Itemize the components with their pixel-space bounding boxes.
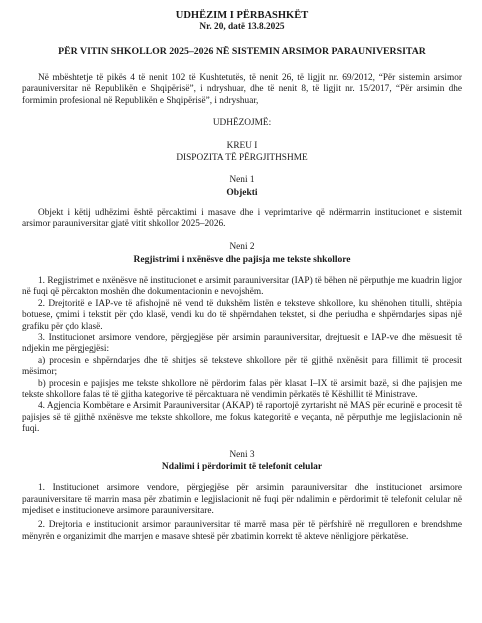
udhezojme-heading: UDHËZOJMË: [212,118,272,129]
article-2-paragraph-3: 3. Institucionet arsimore vendore, përgjegjëse për arsimin parauniversitar, drejtuesit e IAP-ve dhe mësuesit të ndjekin me përgjegjësi: [22,332,462,355]
chapter-label: KREU I [226,141,258,152]
article-3-title: Ndalimi i përdorimit të telefonit celular [161,462,323,473]
article-2-paragraph-4: 4. Agjencia Kombëtare e Arsimit Parauniversitar (AKAP) të raportojë zyrtarisht në MAS për ecurinë e procesit të pajisjes së të gjithë nxënësve me tekste shkollore, me fokus kategoritë e veçanta, në përputhje me legjislacionin në fuqi. [22,401,462,435]
article-2-item-b: b) procesin e pajisjes me tekste shkollore në përdorim falas për klasat I–IX të arsimit bazë, si dhe pajisjen me tekste shkollore falas të të gjitha kategorive të përcaktuara në vendimin përkatës të Këshillit të Ministrave. [22,378,462,400]
document-subject: PËR VITIN SHKOLLOR 2025–2026 NË SISTEMIN ARSIMOR PARAUNIVERSITAR [58,46,426,57]
document-number: Nr. 20, datë 13.8.2025 [199,22,285,32]
intro-paragraph: Në mbështetje të pikës 4 të nenit 102 të Kushtetutës, të nenit 26, të ligjit nr. 69/2012, “Për sistemin arsimor parauniversitar në Republikën e Shqipërisë”, i ndryshuar, dhe të nenit 8, të ligjit nr. 15/2017, “Për arsimin dhe formimin profesional në Republikën e Shqipërisë”, i ndryshuar, [22,73,462,106]
article-2-item-a: a) procesin e shpërndarjes dhe të shitjes së teksteve shkollore për të gjithë nxënësit para fillimit të procesit mësimor; [22,355,462,378]
article-3-paragraph-2: 2. Drejtoria e institucionit arsimor parauniversitar të marrë masa për të përfshirë në rregulloren e brendshme mënyrën e organizimit dhe marrjen e masave shtesë për zbatimin korrekt të akteve nënligjore përkatëse. [22,520,462,542]
chapter-name: DISPOZITA TË PËRGJITHSHME [176,152,308,163]
document-title: UDHËZIM I PËRBASHKËT [175,10,309,21]
article-1-paragraph-1: Objekt i këtij udhëzimi është përcaktimi i masave dhe i veprimtarive që ndërmarrin institucionet e sistemit arsimor parauniversitar gjatë vitit shkollor 2025–2026. [22,207,462,230]
article-3-label: Neni 3 [229,449,255,460]
article-2-paragraph-2: 2. Drejtoritë e IAP-ve të afishojnë në vend të dukshëm listën e teksteve shkollore, ku shënohen titulli, shtëpia botuese, çmimi i tekstit për çdo klasë, vendi ku do të shpërndahen tekstet, si dhe periudha e shpërndarjes sipas një grafiku për çdo klasë. [22,298,462,332]
article-3-paragraph-1: 1. Institucionet arsimore vendore, përgjegjëse për arsimin parauniversitar dhe institucionet arsimore parauniversitare të marrin masa për zbatimin e legjislacionit në fuqi për ndalimin e përdorimit të telefonit celular në mjediset e institucioneve arsimore parauniversitare. [22,483,462,516]
article-2-label: Neni 2 [229,242,255,253]
article-1-label: Neni 1 [229,175,255,186]
article-2-paragraph-1: 1. Regjistrimet e nxënësve në institucionet e arsimit parauniversitar (IAP) të bëhen në përputhje me kuadrin ligjor në fuqi që përcakton moshën dhe dokumentacionin e nevojshëm. [22,275,462,298]
article-1-title: Objekti [226,187,258,198]
article-2-title: Regjistrimi i nxënësve dhe pajisja me tekste shkollore [133,254,351,265]
